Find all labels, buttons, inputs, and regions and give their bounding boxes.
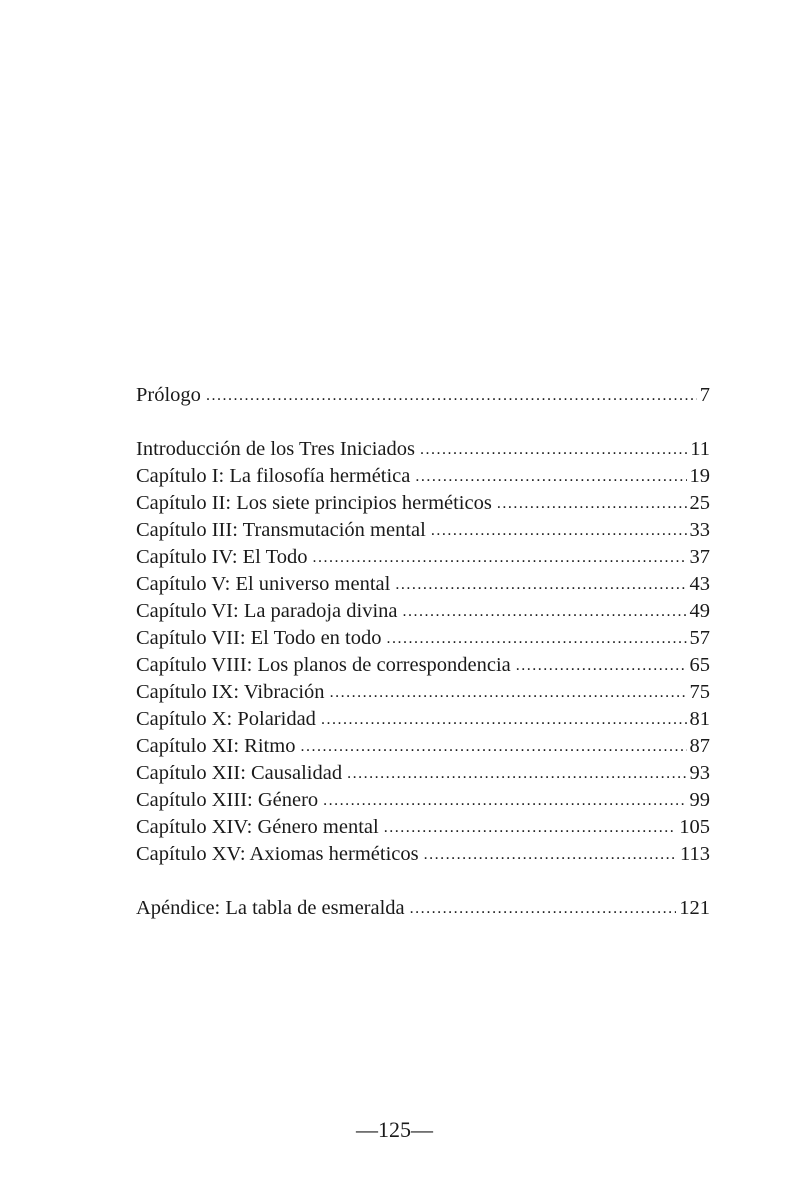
toc-entry-page: 93 xyxy=(689,762,710,784)
dot-leader xyxy=(300,733,686,760)
toc-entry-title: Capítulo XII: Causalidad xyxy=(136,762,343,784)
toc-entry-page: 113 xyxy=(680,843,710,865)
toc-entry-title: Capítulo I: La filosofía hermética xyxy=(136,465,411,487)
toc-entry xyxy=(136,463,710,490)
toc-entry-page: 37 xyxy=(689,546,710,568)
toc-group xyxy=(136,436,710,868)
toc-entry-title: Apéndice: La tabla de esmeralda xyxy=(136,897,405,919)
toc-entry-page: 33 xyxy=(689,519,710,541)
dot-leader xyxy=(403,598,687,625)
toc-entry xyxy=(136,517,710,544)
toc-entry-page: 87 xyxy=(689,735,710,757)
dot-leader xyxy=(424,841,677,868)
toc-entry-title: Capítulo XIII: Género xyxy=(136,789,319,811)
dot-leader xyxy=(395,571,686,598)
dot-leader xyxy=(516,652,687,679)
table-of-contents xyxy=(136,382,710,922)
toc-group xyxy=(136,895,710,922)
toc-entry xyxy=(136,571,710,598)
dot-leader xyxy=(415,463,686,490)
toc-entry xyxy=(136,679,710,706)
toc-entry-title: Introducción de los Tres Iniciados xyxy=(136,438,415,460)
toc-entry xyxy=(136,652,710,679)
toc-entry-title: Capítulo VII: El Todo en todo xyxy=(136,627,382,649)
dot-leader xyxy=(420,436,687,463)
toc-entry-page: 99 xyxy=(689,789,710,811)
toc-entry xyxy=(136,760,710,787)
toc-entry-page: 7 xyxy=(699,384,710,406)
toc-entry-title: Capítulo VI: La paradoja divina xyxy=(136,600,398,622)
dot-leader xyxy=(323,787,686,814)
dot-leader xyxy=(384,814,677,841)
toc-entry xyxy=(136,490,710,517)
toc-entry-title: Capítulo VIII: Los planos de correspondencia xyxy=(136,654,511,676)
toc-group xyxy=(136,382,710,409)
toc-entry xyxy=(136,436,710,463)
toc-entry-title: Capítulo II: Los siete principios herméticos xyxy=(136,492,492,514)
toc-entry-page: 49 xyxy=(689,600,710,622)
toc-entry-title: Capítulo V: El universo mental xyxy=(136,573,391,595)
toc-entry xyxy=(136,382,710,409)
toc-entry-title: Capítulo III: Transmutación mental xyxy=(136,519,426,541)
toc-entry-page: 25 xyxy=(689,492,710,514)
dot-leader xyxy=(206,382,697,409)
toc-entry-title: Capítulo X: Polaridad xyxy=(136,708,316,730)
toc-entry-page: 65 xyxy=(689,654,710,676)
toc-entry xyxy=(136,895,710,922)
toc-entry xyxy=(136,598,710,625)
dot-leader xyxy=(497,490,687,517)
toc-entry-title: Capítulo XIV: Género mental xyxy=(136,816,379,838)
toc-entry-page: 11 xyxy=(690,438,710,460)
toc-entry xyxy=(136,814,710,841)
toc-entry xyxy=(136,787,710,814)
toc-entry-page: 105 xyxy=(679,816,710,838)
toc-entry-title: Capítulo IV: El Todo xyxy=(136,546,308,568)
dot-leader xyxy=(410,895,677,922)
toc-entry-title: Prólogo xyxy=(136,384,201,406)
dot-leader xyxy=(330,679,687,706)
page-number: —125— xyxy=(356,1117,433,1142)
toc-entry-page: 75 xyxy=(689,681,710,703)
toc-entry xyxy=(136,733,710,760)
toc-entry-page: 57 xyxy=(689,627,710,649)
toc-entry xyxy=(136,625,710,652)
toc-entry-title: Capítulo XV: Axiomas herméticos xyxy=(136,843,419,865)
toc-entry xyxy=(136,544,710,571)
toc-entry-page: 121 xyxy=(679,897,710,919)
toc-entry xyxy=(136,841,710,868)
toc-entry xyxy=(136,706,710,733)
dot-leader xyxy=(387,625,687,652)
toc-entry-page: 81 xyxy=(689,708,710,730)
toc-entry-title: Capítulo IX: Vibración xyxy=(136,681,325,703)
toc-entry-page: 19 xyxy=(689,465,710,487)
dot-leader xyxy=(347,760,686,787)
dot-leader xyxy=(431,517,687,544)
dot-leader xyxy=(312,544,686,571)
dot-leader xyxy=(321,706,687,733)
toc-entry-title: Capítulo XI: Ritmo xyxy=(136,735,296,757)
toc-entry-page: 43 xyxy=(689,573,710,595)
